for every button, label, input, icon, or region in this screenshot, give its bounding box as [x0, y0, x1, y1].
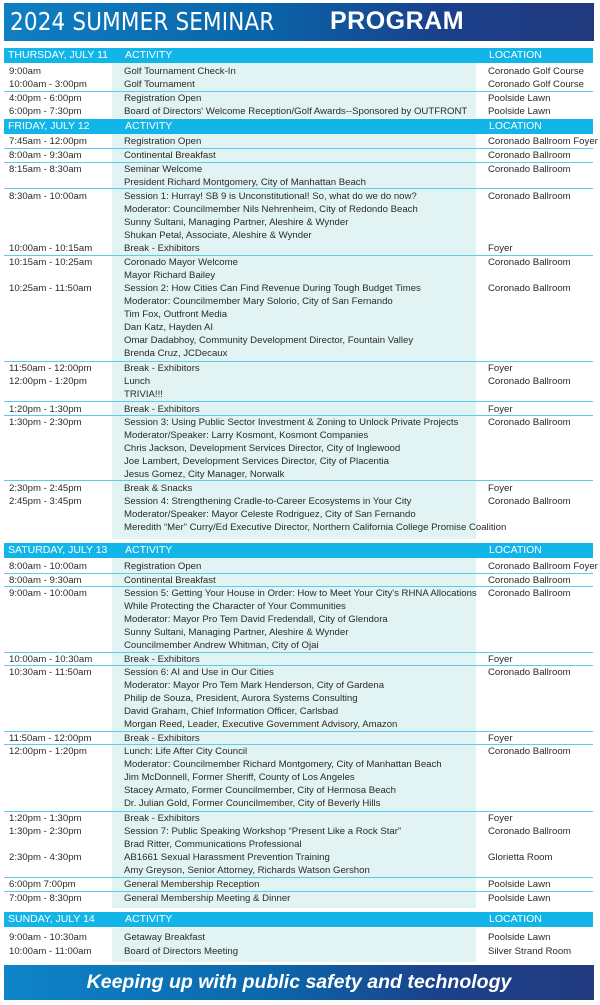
row-time: 1:20pm - 1:30pm — [9, 404, 82, 415]
row-time: 10:00am - 10:30am — [9, 654, 93, 665]
row-activity: Break - Exhibitors — [124, 654, 200, 665]
footer-tagline: Keeping up with public safety and technology — [86, 971, 512, 993]
banner-subtitle: PROGRAM — [330, 7, 465, 35]
row-location: Coronado Ballroom — [488, 191, 571, 202]
program-banner — [4, 3, 594, 41]
row-activity: Lunch: Life After City Council Moderator: Councilmember Richard Montgomery, City of Manhattan Beach Jim McDonnell, Former Sheriff, County of Los Angeles Stacey Armato, Former Councilmember, City of Hermosa Beach Dr. Julian Gold, Former Councilmember, City of Beverly Hills — [124, 746, 442, 809]
row-time: 8:00am - 9:30am — [9, 150, 82, 161]
row-location: Poolside Lawn — [488, 106, 551, 117]
activity-column-header: ACTIVITY — [125, 913, 173, 925]
row-time: 1:30pm - 2:30pm — [9, 417, 82, 428]
row-activity: Registration Open — [124, 136, 202, 147]
row-location: Coronado Ballroom — [488, 575, 571, 586]
row-time: 10:00am - 11:00am — [9, 946, 92, 957]
row-activity: Break - Exhibitors — [124, 404, 200, 415]
row-activity: Session 6: AI and Use in Our Cities Moderator: Mayor Pro Tem Mark Henderson, City of Gardena Philip de Souza, President, Aurora Systems Consulting David Graham, Chief Information Officer, Carlsbad Morgan Reed, Leader, Executive Government Advisory, Amazon — [124, 667, 398, 730]
row-location: Coronado Ballroom Foyer — [488, 561, 598, 572]
row-activity: Continental Breakfast — [124, 575, 216, 586]
row-divider — [4, 480, 593, 481]
row-activity: Break & Snacks — [124, 483, 193, 494]
row-location: Coronado Ballroom — [488, 746, 571, 757]
row-location: Coronado Golf Course — [488, 66, 584, 77]
row-activity: Golf Tournament Check-In — [124, 66, 236, 77]
row-location: Coronado Ballroom — [488, 164, 571, 175]
row-activity: Break - Exhibitors — [124, 243, 200, 254]
row-time: 10:25am - 11:50am — [9, 283, 92, 294]
activity-column-header: ACTIVITY — [125, 544, 173, 556]
day-label: SATURDAY, JULY 13 — [8, 544, 108, 556]
row-divider — [4, 401, 593, 402]
row-time: 9:00am - 10:30am — [9, 932, 87, 943]
row-activity: Coronado Mayor Welcome Mayor Richard Bailey — [124, 257, 238, 281]
row-location: Foyer — [488, 733, 513, 744]
row-time: 8:00am - 9:30am — [9, 575, 82, 586]
location-column-header: LOCATION — [489, 120, 542, 132]
row-time: 11:50am - 12:00pm — [9, 733, 92, 744]
row-location: Coronado Ballroom — [488, 417, 571, 428]
row-time: 8:30am - 10:00am — [9, 191, 87, 202]
row-time: 4:00pm - 6:00pm — [9, 93, 82, 104]
activity-column-header: ACTIVITY — [125, 120, 173, 132]
row-location: Silver Strand Room — [488, 946, 572, 957]
row-location: Poolside Lawn — [488, 932, 551, 943]
day-label: FRIDAY, JULY 12 — [8, 120, 90, 132]
day-label: THURSDAY, JULY 11 — [8, 49, 108, 61]
row-location: Coronado Golf Course — [488, 79, 584, 90]
row-activity: Session 1: Hurray! SB 9 is Unconstitutional! So, what do we do now? Moderator: Councilmember Nils Nehrenheim, City of Redondo Beach Sunny Sultani, Managing Partner, Aleshire & Wynder Shukan Petal, Associate, Aleshire & Wynder — [124, 191, 418, 241]
row-activity: Seminar Welcome President Richard Montgomery, City of Manhattan Beach — [124, 164, 366, 188]
row-time: 9:00am - 10:00am — [9, 588, 87, 599]
row-time: 10:00am - 3:00pm — [9, 79, 87, 90]
row-location: Poolside Lawn — [488, 879, 551, 890]
row-location: Foyer — [488, 483, 513, 494]
row-divider — [4, 188, 593, 189]
row-activity: Board of Directors Meeting — [124, 946, 239, 957]
row-time: 10:00am - 10:15am — [9, 243, 93, 254]
row-activity: Golf Tournament — [124, 79, 195, 90]
row-time: 10:15am - 10:25am — [9, 257, 93, 268]
row-location: Coronado Ballroom — [488, 376, 571, 387]
row-time: 7:45am - 12:00pm — [9, 136, 87, 147]
row-location: Coronado Ballroom — [488, 283, 571, 294]
row-location: Foyer — [488, 363, 513, 374]
row-time: 6:00pm 7:00pm — [9, 879, 76, 890]
row-time: 2:30pm - 4:30pm — [9, 852, 82, 863]
row-time: 10:30am - 11:50am — [9, 667, 92, 678]
row-activity: Break - Exhibitors — [124, 363, 200, 374]
row-activity: Session 3: Using Public Sector Investment & Zoning to Unlock Private Projects Moderator/Speaker: Larry Kosmont, Kosmont Companies Chris Jackson, Development Services Director, City of Inglewood Joe Lambert, Development Services Director, City of Placentia Jesus Gomez, City Manager, Norwalk — [124, 417, 459, 480]
row-location: Coronado Ballroom — [488, 667, 571, 678]
row-time: 1:30pm - 2:30pm — [9, 826, 82, 837]
day-header-sunday — [4, 912, 593, 927]
activity-column-header: ACTIVITY — [125, 49, 173, 61]
row-activity: Board of Directors' Welcome Reception/Golf Awards--Sponsored by OUTFRONT — [124, 106, 468, 117]
row-location: Foyer — [488, 243, 513, 254]
row-time: 2:45pm - 3:45pm — [9, 496, 82, 507]
row-activity: AB1661 Sexual Harassment Prevention Training Amy Greyson, Senior Attorney, Richards Watson Gershon — [124, 852, 370, 876]
row-activity: Getaway Breakfast — [124, 932, 206, 943]
banner-title: 2024 SUMMER SEMINAR — [10, 7, 275, 36]
row-activity: General Membership Reception — [124, 879, 260, 890]
day-header-thursday — [4, 48, 593, 63]
row-location: Poolside Lawn — [488, 93, 551, 104]
row-time: 8:15am - 8:30am — [9, 164, 82, 175]
row-time: 8:00am - 10:00am — [9, 561, 87, 572]
row-location: Foyer — [488, 813, 513, 824]
row-location: Glorietta Room — [488, 852, 553, 863]
row-time: 12:00pm - 1:20pm — [9, 376, 87, 387]
row-time: 6:00pm - 7:30pm — [9, 106, 82, 117]
row-time: 11:50am - 12:00pm — [9, 363, 92, 374]
row-activity: Registration Open — [124, 561, 202, 572]
row-activity: Session 7: Public Speaking Workshop “Present Like a Rock Star” Brad Ritter, Communications Professional — [124, 826, 402, 850]
row-location: Foyer — [488, 654, 513, 665]
location-column-header: LOCATION — [489, 49, 542, 61]
row-location: Coronado Ballroom — [488, 588, 571, 599]
row-location: Coronado Ballroom — [488, 150, 571, 161]
row-activity: Lunch TRIVIA!!! — [124, 376, 163, 400]
row-location: Poolside Lawn — [488, 893, 551, 904]
row-time: 1:20pm - 1:30pm — [9, 813, 82, 824]
row-activity: Break - Exhibitors — [124, 733, 200, 744]
location-column-header: LOCATION — [489, 913, 542, 925]
row-time: 12:00pm - 1:20pm — [9, 746, 87, 757]
row-location: Coronado Ballroom Foyer — [488, 136, 598, 147]
day-label: SUNDAY, JULY 14 — [8, 913, 95, 925]
row-activity: Continental Breakfast — [124, 150, 216, 161]
row-location: Coronado Ballroom — [488, 826, 571, 837]
day-header-saturday — [4, 543, 593, 558]
row-time: 2:30pm - 2:45pm — [9, 483, 82, 494]
location-column-header: LOCATION — [489, 544, 542, 556]
row-activity: Session 5: Getting Your House in Order: How to Meet Your City's RHNA Allocations While Protecting the Character of Your Communities Moderator: Mayor Pro Tem David Fredendall, City of Glendora Sunny Sultani, Managing Partner, Aleshire & Wynder Councilmember Andrew Whitman, City of Ojai — [124, 588, 477, 651]
row-location: Coronado Ballroom — [488, 257, 571, 268]
row-activity: Break - Exhibitors — [124, 813, 200, 824]
footer-banner — [4, 965, 594, 1000]
row-time: 7:00pm - 8:30pm — [9, 893, 82, 904]
row-activity: Registration Open — [124, 93, 202, 104]
row-activity: Session 2: How Cities Can Find Revenue During Tough Budget Times Moderator: Councilmember Mary Solorio, City of San Fernando Tim Fox, Outfront Media Dan Katz, Hayden AI Omar Dadabhoy, Community Development Director, Fountain Valley Brenda Cruz, JCDecaux — [124, 283, 421, 359]
row-activity: Session 4: Strengthening Cradle-to-Career Ecosystems in Your City Moderator/Speaker: Mayor Celeste Rodriguez, City of San Fernando Meredith “Mer” Curry/Ed Executive Director, Northern California College Promise Coalition — [124, 496, 507, 533]
day-header-friday — [4, 119, 593, 134]
row-location: Foyer — [488, 404, 513, 415]
row-time: 9:00am — [9, 66, 41, 77]
row-location: Coronado Ballroom — [488, 496, 571, 507]
row-activity: General Membership Meeting & Dinner — [124, 893, 291, 904]
